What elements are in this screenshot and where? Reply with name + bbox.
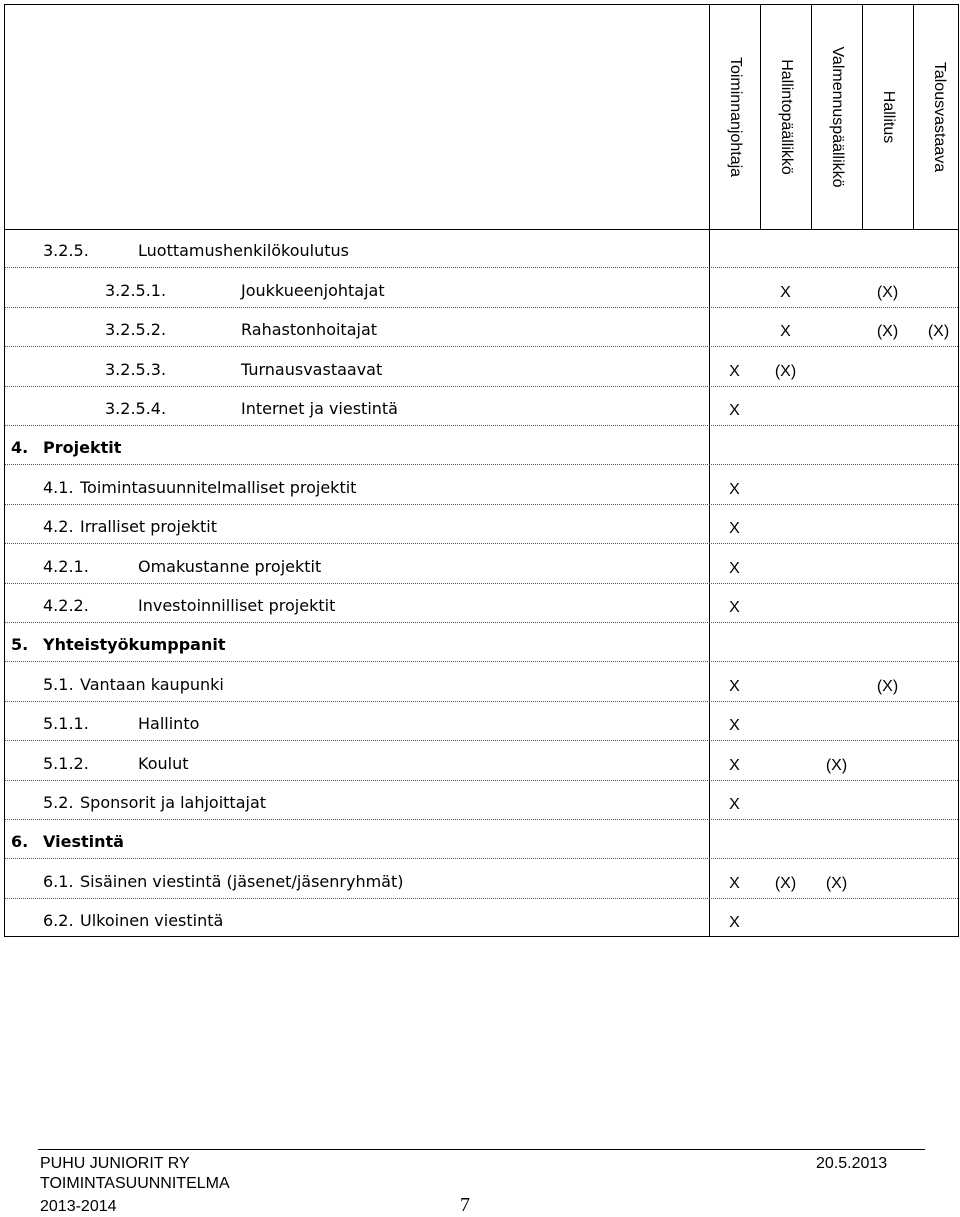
row-label: Rahastonhoitajat bbox=[241, 320, 378, 340]
footer-divider bbox=[38, 1149, 925, 1150]
responsibility-mark: X bbox=[780, 283, 791, 301]
row-label: Vantaan kaupunki bbox=[80, 674, 224, 694]
table-row bbox=[5, 623, 958, 662]
row-number: 4. bbox=[11, 438, 29, 458]
table-row bbox=[5, 268, 958, 307]
page-number: 7 bbox=[460, 1194, 470, 1216]
table-row bbox=[5, 308, 958, 347]
row-label: Toimintasuunnitelmalliset projektit bbox=[80, 477, 357, 497]
row-label: Ulkoinen viestintä bbox=[80, 911, 224, 931]
table-row bbox=[5, 662, 958, 701]
table-row bbox=[5, 544, 958, 583]
row-number: 3.2.5. bbox=[43, 241, 89, 261]
row-label: Hallinto bbox=[138, 714, 200, 734]
responsibility-mark: (X) bbox=[876, 323, 899, 341]
row-label: Internet ja viestintä bbox=[241, 398, 398, 418]
row-number: 4.2.2. bbox=[43, 595, 89, 615]
responsibility-mark: (X) bbox=[876, 283, 899, 301]
row-number: 6.1. bbox=[43, 871, 74, 891]
footer-date: 20.5.2013 bbox=[816, 1155, 888, 1172]
responsibility-mark: X bbox=[729, 677, 740, 695]
table-row bbox=[5, 584, 958, 623]
table-row bbox=[5, 820, 958, 859]
row-label: Sisäinen viestintä (jäsenet/jäsenryhmät) bbox=[80, 871, 404, 891]
row-number: 3.2.5.1. bbox=[105, 280, 167, 300]
table-row bbox=[5, 899, 958, 938]
row-number: 3.2.5.2. bbox=[105, 320, 167, 340]
row-number: 5.1. bbox=[43, 674, 74, 694]
table-row bbox=[5, 859, 958, 898]
responsibility-mark: X bbox=[729, 914, 740, 932]
row-number: 5. bbox=[11, 635, 29, 655]
responsibility-mark: X bbox=[729, 795, 740, 813]
responsibility-mark: (X) bbox=[825, 756, 848, 774]
responsibility-mark: X bbox=[729, 874, 740, 892]
row-number: 3.2.5.4. bbox=[105, 398, 167, 418]
responsibility-mark: (X) bbox=[825, 874, 848, 892]
footer-doc: TOIMINTASUUNNITELMA bbox=[40, 1175, 230, 1192]
row-label: Luottamushenkilökoulutus bbox=[138, 241, 350, 261]
column-header-label: Talousvastaava bbox=[930, 61, 948, 173]
table-row bbox=[5, 505, 958, 544]
responsibility-mark: X bbox=[729, 598, 740, 616]
responsibility-mark: X bbox=[729, 559, 740, 577]
responsibility-mark: X bbox=[729, 362, 740, 380]
table-row bbox=[5, 347, 958, 386]
row-label: Sponsorit ja lahjoittajat bbox=[80, 792, 267, 812]
responsibility-mark: (X) bbox=[774, 874, 797, 892]
table-row bbox=[5, 702, 958, 741]
row-label: Viestintä bbox=[43, 832, 124, 852]
table-row bbox=[5, 781, 958, 820]
row-number: 6.2. bbox=[43, 911, 74, 931]
table-row bbox=[5, 465, 958, 504]
responsibility-mark: (X) bbox=[876, 677, 899, 695]
table-row bbox=[5, 426, 958, 465]
table-row bbox=[5, 741, 958, 780]
responsibility-mark: X bbox=[729, 717, 740, 735]
row-number: 4.2.1. bbox=[43, 556, 89, 576]
responsibility-mark: X bbox=[729, 401, 740, 419]
row-label: Yhteistyökumppanit bbox=[43, 635, 226, 655]
row-number: 4.2. bbox=[43, 517, 74, 537]
row-number: 5.2. bbox=[43, 792, 74, 812]
column-header-label: Valmennuspäällikkö bbox=[828, 46, 846, 188]
responsibility-mark: X bbox=[729, 480, 740, 498]
row-label: Koulut bbox=[138, 753, 189, 773]
row-number: 5.1.2. bbox=[43, 753, 89, 773]
column-header-label: Hallintopäällikkö bbox=[777, 59, 795, 175]
row-label: Joukkueenjohtajat bbox=[241, 280, 385, 300]
table-row bbox=[5, 229, 958, 268]
footer-period: 2013-2014 bbox=[40, 1198, 117, 1215]
row-label: Irralliset projektit bbox=[80, 517, 217, 537]
row-label: Investoinnilliset projektit bbox=[138, 595, 336, 615]
row-label: Turnausvastaavat bbox=[241, 359, 383, 379]
responsibility-mark: X bbox=[729, 520, 740, 538]
column-header bbox=[760, 5, 811, 229]
column-header bbox=[913, 5, 960, 229]
row-number: 3.2.5.3. bbox=[105, 359, 167, 379]
column-header-label: Toiminnanjohtaja bbox=[726, 56, 744, 178]
responsibility-table bbox=[4, 4, 959, 937]
responsibility-mark: X bbox=[729, 756, 740, 774]
table-row bbox=[5, 387, 958, 426]
row-label: Projektit bbox=[43, 438, 122, 458]
column-header bbox=[862, 5, 913, 229]
row-number: 4.1. bbox=[43, 477, 74, 497]
column-header bbox=[811, 5, 862, 229]
footer-org: PUHU JUNIORIT RY bbox=[40, 1155, 190, 1172]
column-header bbox=[709, 5, 760, 229]
row-number: 6. bbox=[11, 832, 29, 852]
responsibility-mark: X bbox=[780, 323, 791, 341]
row-label: Omakustanne projektit bbox=[138, 556, 322, 576]
column-header-label: Hallitus bbox=[879, 90, 897, 144]
row-number: 5.1.1. bbox=[43, 714, 89, 734]
responsibility-mark: (X) bbox=[927, 323, 950, 341]
responsibility-mark: (X) bbox=[774, 362, 797, 380]
